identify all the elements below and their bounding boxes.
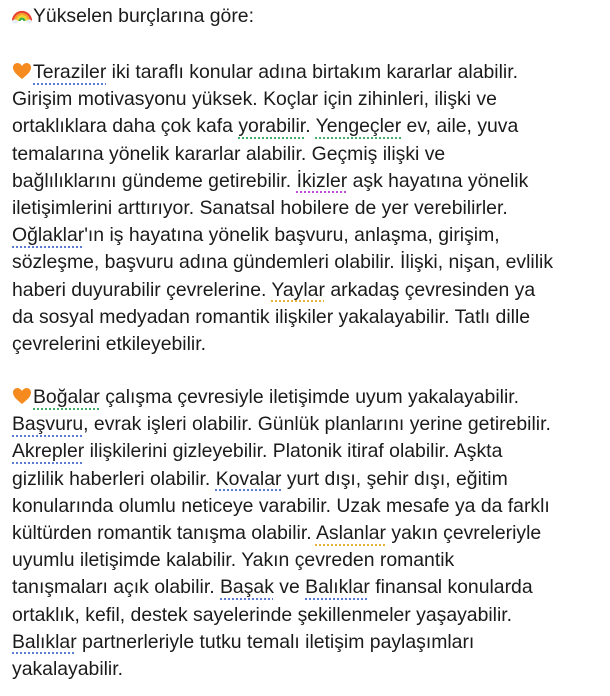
zodiac-keyword: Teraziler (33, 61, 107, 83)
text-line (12, 547, 454, 574)
text-segment: , evrak işleri olabilir. Günlük planlarını yerine getirebilir. (83, 413, 551, 436)
text-line (12, 304, 530, 331)
text-line (12, 249, 553, 276)
text-segment: iki taraflı konular adına birtakım kararlar alabilir. (106, 61, 518, 83)
text-line (12, 168, 528, 195)
text-line (12, 59, 518, 86)
text-line (12, 574, 533, 601)
text-line (12, 86, 497, 113)
text-line (12, 629, 474, 656)
text-segment: ev, aile, yuva (401, 115, 519, 138)
text-line (12, 277, 535, 304)
text-line (12, 113, 518, 140)
text-segment: temalarına yönelik kararlar alabilir. Geçmiş ilişki ve (12, 142, 446, 165)
text-segment: sözleşme, başvuru adına gündemleri olabilir. İlişki, nişan, evlilik (12, 251, 554, 274)
text-segment: . (305, 115, 316, 138)
zodiac-keyword: Başak (220, 576, 274, 599)
text-segment: bağlılıklarını gündeme getirebilir. (12, 169, 297, 192)
zodiac-keyword: Yaylar (271, 278, 325, 301)
text-line (12, 656, 123, 683)
zodiac-keyword: Kovalar (215, 467, 282, 490)
text-segment: çalışma çevresiyle iletişimde uyum yakalayabilir. (99, 386, 520, 408)
text-segment: iletişimlerini arttırıyor. Sanatsal hobilere de yer verebilirler. (12, 197, 508, 219)
text-segment: Girişim motivasyonu yüksek. Koçlar için zihinleri, ilişki ve (12, 88, 497, 111)
text-segment: uyumlu iletişimde kalabilir. Yakın çevreden romantik (12, 549, 455, 572)
intro-line (12, 3, 254, 30)
text-segment: konularında olumlu neticeye varabilir. Uzak mesafe ya da farklı (12, 494, 550, 517)
zodiac-keyword: Balıklar (305, 576, 370, 599)
text-segment: aşk hayatına yönelik (347, 169, 529, 192)
text-segment: finansal konularda (369, 576, 533, 599)
zodiac-keyword: İkizler (296, 169, 348, 192)
text-line (12, 384, 519, 411)
zodiac-keyword: Başvuru (12, 413, 84, 436)
text-line (12, 411, 551, 438)
rainbow-icon (12, 5, 32, 25)
text-segment: haberi duyurabilir çevrelerine. (12, 278, 272, 301)
text-segment: ve (273, 576, 306, 599)
text-line (12, 222, 500, 249)
text-segment: 'ın iş hayatına yönelik başvuru, anlaşma, girişim, (84, 224, 500, 247)
text-line (12, 466, 508, 493)
text-segment: çevrelerini etkileyebilir. (12, 333, 206, 355)
zodiac-keyword: Balıklar (12, 630, 77, 653)
text-line (12, 141, 445, 168)
zodiac-keyword: Aslanlar (315, 522, 386, 544)
text-segment: partnerleriyle tutku temalı iletişim paylaşımları (76, 630, 475, 653)
text-line (12, 493, 550, 520)
text-segment: yakalayabilir. (12, 658, 124, 680)
text-line (12, 438, 502, 465)
orange-heart-icon (12, 61, 32, 81)
text-line (12, 602, 512, 629)
zodiac-keyword: Boğalar (33, 386, 100, 408)
text-segment: ilişkilerini gizleyebilir. Platonik itiraf olabilir. Aşkta (84, 440, 503, 463)
intro-text: Yükselen burçlarına göre: (33, 5, 254, 27)
text-segment: da sosyal medyadan romantik ilişkiler yakalayabilir. Tatlı dille (12, 305, 531, 328)
text-segment: tanışmaları açık olabilir. (12, 576, 220, 599)
zodiac-keyword: Yengeçler (315, 115, 402, 138)
text-segment: ortaklık, kefil, destek sayelerinde şekillenmeler yaşayabilir. (12, 603, 513, 626)
orange-heart-icon (12, 386, 32, 406)
text-line (12, 520, 541, 547)
text-segment: arkadaş çevresinden ya (324, 278, 536, 301)
text-segment: gizlilik haberleri olabilir. (12, 467, 216, 490)
text-segment: yakın çevreleriyle (386, 522, 542, 544)
zodiac-keyword: Oğlaklar (12, 224, 85, 247)
text-segment: kültürden romantik tanışma olabilir. (12, 522, 316, 544)
text-line (12, 195, 508, 222)
zodiac-keyword: yorabilir (238, 115, 306, 138)
text-line (12, 331, 206, 358)
text-segment: yurt dışı, şehir dışı, eğitim (281, 467, 508, 490)
zodiac-keyword: Akrepler (12, 440, 85, 463)
text-segment: ortaklıklara daha çok kafa (12, 115, 239, 138)
